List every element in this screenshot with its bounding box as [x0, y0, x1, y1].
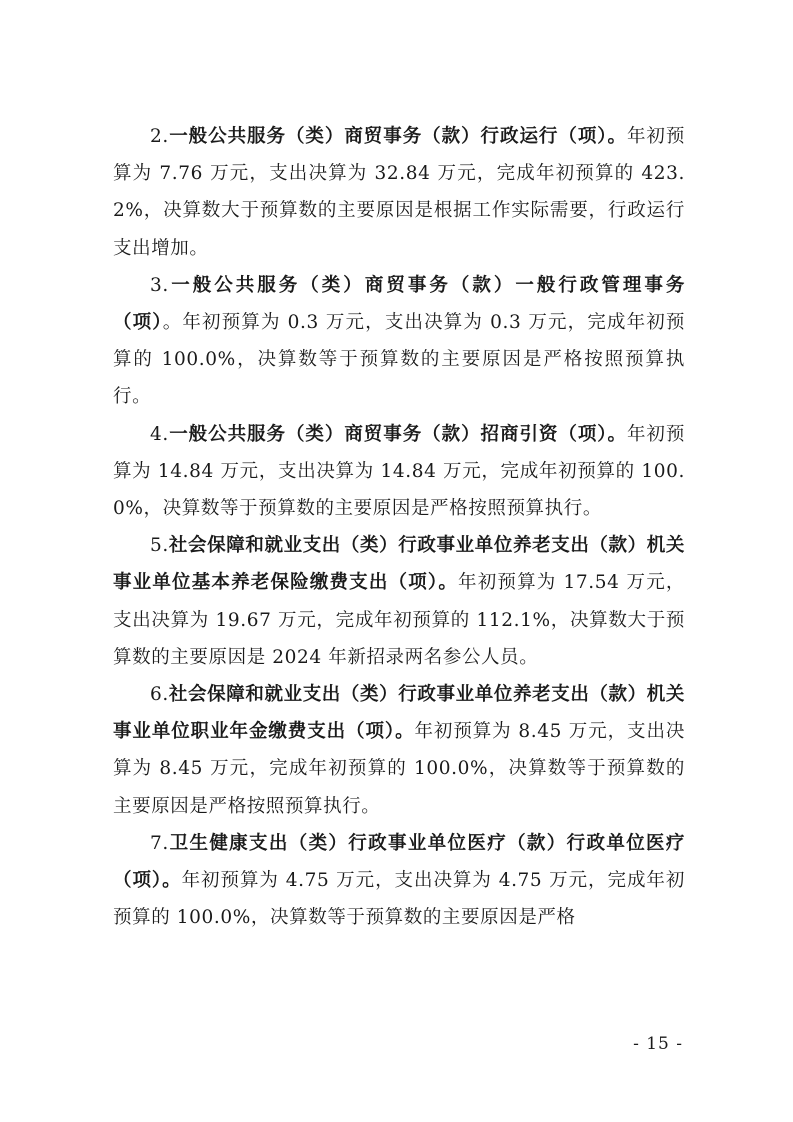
- document-body: [113, 118, 685, 936]
- item-heading: 一般公共服务（类）商贸事务（款）招商引资（项）。: [168, 423, 627, 445]
- item-number: 4.: [150, 423, 169, 445]
- item-body: 年初预算为 4.75 万元，支出决算为 4.75 万元，完成年初预算的 100.0%，决算数等于预算数的主要原因是严格: [113, 870, 685, 929]
- item-body: 年初预算为 17.54 万元，支出决算为 19.67 万元，完成年初预算的 112.1%，决算数大于预算数的主要原因是 2024 年新招录两名参公人员。: [113, 572, 685, 668]
- item-body: 年初预算为 8.45 万元，支出决算为 8.45 万元，完成年初预算的 100.0%，决算数等于预算数的主要原因是严格按照预算执行。: [113, 721, 686, 817]
- item-body: 年初预算为 14.84 万元，支出决算为 14.84 万元，完成年初预算的 100.0%，决算数等于预算数的主要原因是严格按照预算执行。: [113, 423, 685, 520]
- item-heading: 一般公共服务（类）商贸事务（款）行政运行（项）。: [168, 126, 627, 147]
- paragraph-item-4: [113, 416, 685, 528]
- paragraph-item-6: [113, 676, 685, 825]
- item-number: 2.: [150, 126, 169, 147]
- page-number: - 15 -: [633, 1034, 683, 1054]
- item-number: 6.: [150, 684, 169, 706]
- item-number: 7.: [150, 832, 169, 854]
- item-heading: 社会保障和就业支出（类）行政事业单位养老支出（款）机关事业单位基本养老保险缴费支出（项）。: [113, 535, 685, 594]
- item-heading: 卫生健康支出（类）行政事业单位医疗（款）行政单位医疗（项）。: [113, 832, 685, 892]
- item-body: 年初预算为 7.76 万元，支出决算为 32.84 万元，完成年初预算的 423.2%，决算数大于预算数的主要原因是根据工作实际需要，行政运行支出增加。: [113, 126, 685, 259]
- paragraph-item-2: [113, 118, 685, 267]
- item-body: 。年初预算为 0.3 万元，支出决算为 0.3 万元，完成年初预算的 100.0%，决算数等于预算数的主要原因是严格按照预算执行。: [113, 312, 685, 408]
- paragraph-item-3: [113, 267, 685, 416]
- item-heading: 社会保障和就业支出（类）行政事业单位养老支出（款）机关事业单位职业年金缴费支出（项）。: [113, 684, 685, 743]
- paragraph-item-5: [113, 527, 685, 676]
- item-number: 5.: [150, 535, 169, 557]
- item-heading: 一般公共服务（类）商贸事务（款）一般行政管理事务（项）: [113, 274, 685, 334]
- paragraph-item-7: [113, 825, 685, 937]
- item-number: 3.: [150, 274, 169, 296]
